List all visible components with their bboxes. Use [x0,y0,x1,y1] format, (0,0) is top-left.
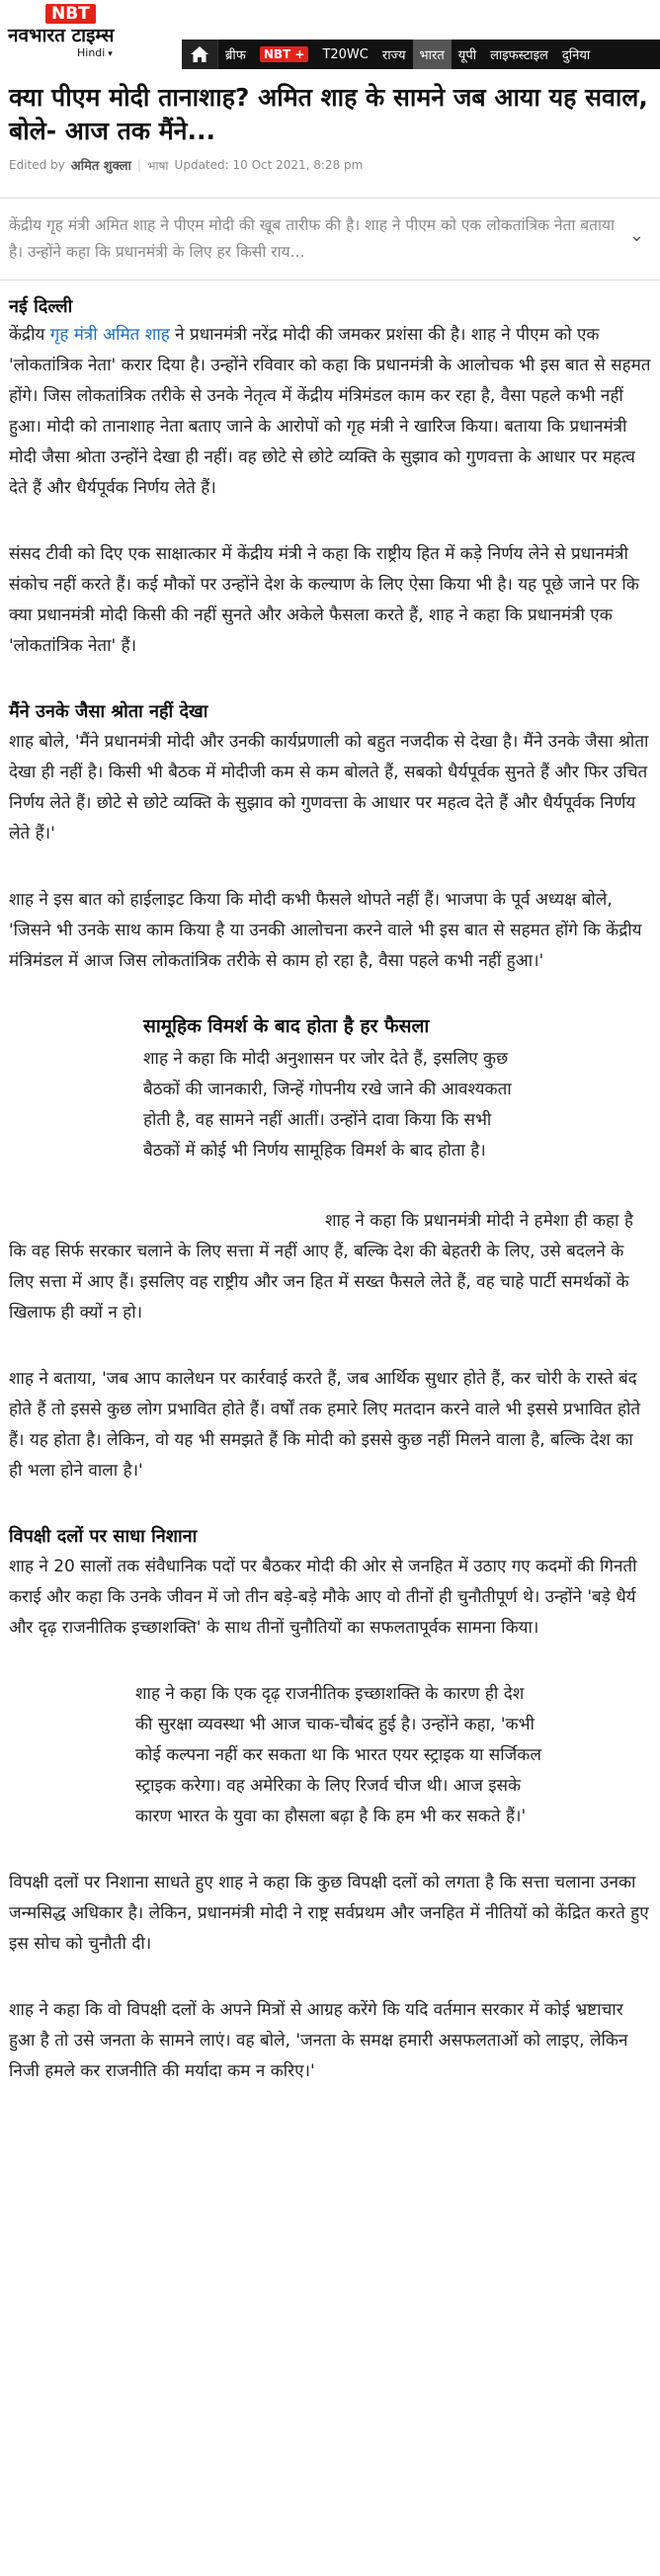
nav-item-t20wc[interactable]: T20WC [322,46,369,62]
paragraph: संसद टीवी को दिए एक साक्षात्कार में केंद्रीय मंत्री ने कहा कि राष्ट्रीय हित में कड़े निर्णय लेने से प्रधानमंत्री संकोच नहीं करते हैं। कई मौकों पर उन्होंने देश के कल्याण के लिए ऐसा किया भी है। यह पूछे जाने पर कि क्या प्रधानमंत्री मोदी किसी की नहीं सुनते और अकेले फैसला करते हैं, शाह ने कहा कि प्रधानमंत्री एक 'लोकतांत्रिक नेता' हैं। [9,544,639,656]
pull-quote-text: शाह ने कहा कि मोदी अनुशासन पर जोर देते हैं, इसलिए कुछ बैठकों की जानकारी, जिन्हें गोपनीय रखे जाने की आवश्यकता होती है, वह सामने नहीं आतीं। उन्होंने दावा किया कि सभी बैठकों में कोई भी निर्णय सामूहिक विमर्श के बाद होता है। [143,1049,512,1161]
article [0,81,660,2087]
logo-text: नवभारत टाइम्स [8,25,115,46]
paragraph: शाह ने 20 सालों तक संवैधानिक पदों पर बैठकर मोदी की ओर से जनहित में उठाए गए कदमों की गिनती कराई और कहा कि उनके जीवन में जो तीन बड़े-बड़े मौके आए वो तीनों ही चुनौतीपूर्ण थे। उन्होंने 'बड़े धैर्य और दृढ़ राजनीतिक इच्छाशक्ति' के साथ तीनों चुनौतियों का सफलतापूर्वक सामना किया। [9,1557,637,1638]
home-icon[interactable] [182,40,218,69]
divider: | [136,158,141,172]
logo-badge: NBT [45,4,96,24]
pull-quote [9,1012,651,1167]
link-home-minister[interactable]: गृह मंत्री [49,325,98,345]
nbt-plus-badge: NBT + [260,46,309,62]
paragraph: शाह ने बताया, 'जब आप कालेधन पर कार्रवाई करते हैं, जब आर्थिक सुधार होते हैं, कर चोरी के रास्ते बंद होते हैं तो इससे कुछ लोग प्रभावित होते हैं। वर्षों तक हमारे लिए मतदान करने वाले भी इससे प्रभावित होते हैं। यह होता है। लेकिन, वो यह भी समझते हैं कि मोदी को इससे कुछ नहीं मिलने वाला है, बल्कि देश का ही भला होने वाला है।' [9,1369,641,1481]
article-title: क्या पीएम मोदी तानाशाह? अमित शाह के सामने जब आया यह सवाल, बोले- आज तक मैंने... [9,83,648,145]
pull-quote-title: सामूहिक विमर्श के बाद होता है हर फैसला [143,1015,430,1037]
article-summary[interactable] [0,198,660,281]
summary-text: केंद्रीय गृह मंत्री अमित शाह ने पीएम मोदी की खूब तारीफ की है। शाह ने पीएम को एक लोकतांत्रिक नेता बताया है। उन्होंने कहा कि प्रधानमंत्री के लिए हर किसी राय... [9,216,615,261]
author-link[interactable]: अमित शुक्ला [70,159,131,174]
nav-item-lifestyle[interactable]: लाइफस्टाइल [490,48,548,63]
nav-item-world[interactable]: दुनिया [561,48,591,63]
section-heading: मैंने उनके जैसा श्रोता नहीं देखा [9,701,208,722]
main-nav [182,40,660,69]
paragraph: केंद्रीय गृह मंत्री अमित शाह ने प्रधानमंत्री नरेंद्र मोदी की जमकर प्रशंसा की है। शाह ने पीएम को एक 'लोकतांत्रिक नेता' करार दिया है। उन्होंने रविवार को कहा कि प्रधानमंत्री के आलोचक भी इस बात से सहमत होंगे। जिस लोकतांत्रिक तरीके से उनके नेतृत्व में केंद्रीय मंत्रिमंडल काम कर रहा है, वैसा पहले कभी नहीं हुआ। मोदी को तानाशाह नेता बताए जाने के आरोपों को गृह मंत्री ने खारिज किया। बताया कि प्रधानमंत्री मोदी जैसा श्रोता उन्होंने देखा ही नहीं। वह छोटे से छोटे व्यक्ति के सुझाव को गुणवत्ता के आधार पर महत्व देते हैं और धैर्यपूर्वक निर्णय लेते हैं। [9,325,651,498]
language-selector[interactable]: Hindi ▾ [77,46,176,59]
byline [9,156,651,174]
nav-item-brief[interactable]: ब्रीफ [225,48,246,63]
nav-item-states[interactable]: राज्य [381,48,406,63]
section-heading: विपक्षी दलों पर साधा निशाना [9,1526,198,1547]
paragraph: शाह बोले, 'मैंने प्रधानमंत्री मोदी और उनकी कार्यप्रणाली को बहुत नजदीक से देखा है। मैंने उनके जैसा श्रोता देखा ही नहीं है। किसी भी बैठक में मोदीजी कम से कम बोलते हैं, सबको धैर्यपूर्वक सुनते हैं और फिर उचित निर्णय लेते हैं। छोटे से छोटे व्यक्ति के सुझाव को गुणवत्ता के आधार पर महत्व देते हैं और धैर्यपूर्वक निर्णय लेते हैं।' [9,732,649,844]
paragraph: शाह ने कहा कि प्रधानमंत्री मोदी ने हमेशा ही कहा है कि वह सिर्फ सरकार चलाने के लिए सत्ता में नहीं आए हैं, बल्कि देश की बेहतरी के लिए, उसे बदलने के लिए सत्ता में आए हैं। इसलिए वह राष्ट्रीय और जन हित में सख्त फैसले लेते हैं, वह चाहे पार्टी समर्थकों के खिलाफ ही क्यों न हो। [9,1211,633,1323]
nav-item-nbt-plus[interactable] [253,40,316,69]
site-header [0,0,660,69]
nav-item-up[interactable]: यूपी [457,48,477,63]
link-amit-shah[interactable]: अमित शाह [103,325,170,345]
chevron-down-icon[interactable]: ⌄ [628,225,644,246]
source: भाषा [146,158,169,173]
byline-prefix: Edited by [9,158,65,172]
nav-item-india[interactable]: भारत [413,40,452,69]
pull-quote [9,1679,651,1832]
dateline: नई दिल्ली [9,296,73,317]
pull-quote-text: शाह ने कहा कि एक दृढ़ राजनीतिक इच्छाशक्ति के कारण ही देश की सुरक्षा व्यवस्था भी आज चाक-चौबंद हुई है। उन्होंने कहा, 'कभी कोई कल्पना नहीं कर सकता था कि भारत एयर स्ट्राइक या सर्जिकल स्ट्राइक करेगा। वह अमेरिका के लिए रिजर्व चीज थी। आज इसके कारण भारत के युवा का हौसला बढ़ा है कि हम भी कर सकते हैं।' [135,1684,541,1826]
paragraph: शाह ने इस बात को हाईलाइट किया कि मोदी कभी फैसले थोपते नहीं हैं। भाजपा के पूर्व अध्यक्ष बोले, 'जिसने भी उनके साथ काम किया है या उनकी आलोचना करने वाले भी इस बात से सहमत होंगे कि केंद्रीय मंत्रिमंडल में आज जिस लोकतांत्रिक तरीके से काम हो रहा है, वैसा पहले कभी नहीं हुआ।' [9,890,642,971]
paragraph: विपक्षी दलों पर निशाना साधते हुए शाह ने कहा कि कुछ विपक्षी दलों को लगता है कि सत्ता चलाना उनका जन्मसिद्ध अधिकार है। लेकिन, प्रधानमंत्री मोदी ने राष्ट्र सर्वप्रथम और जनहित में नीतियों को केंद्रित करते हुए इस सोच को चुनौती दी। [9,1873,649,1954]
paragraph: शाह ने कहा कि वो विपक्षी दलों के अपने मित्रों से आग्रह करेंगे कि यदि वर्तमान सरकार में कोई भ्रष्टाचार हुआ है तो उसे जनता के सामने लाएं। वह बोले, 'जनता के समक्ष हमारी असफलताओं को लाइए, लेकिन निजी हमले कर राजनीति की मर्यादा कम न करिए।' [9,2000,628,2081]
site-logo[interactable] [8,4,176,63]
updated-time: Updated: 10 Oct 2021, 8:28 pm [174,158,364,172]
